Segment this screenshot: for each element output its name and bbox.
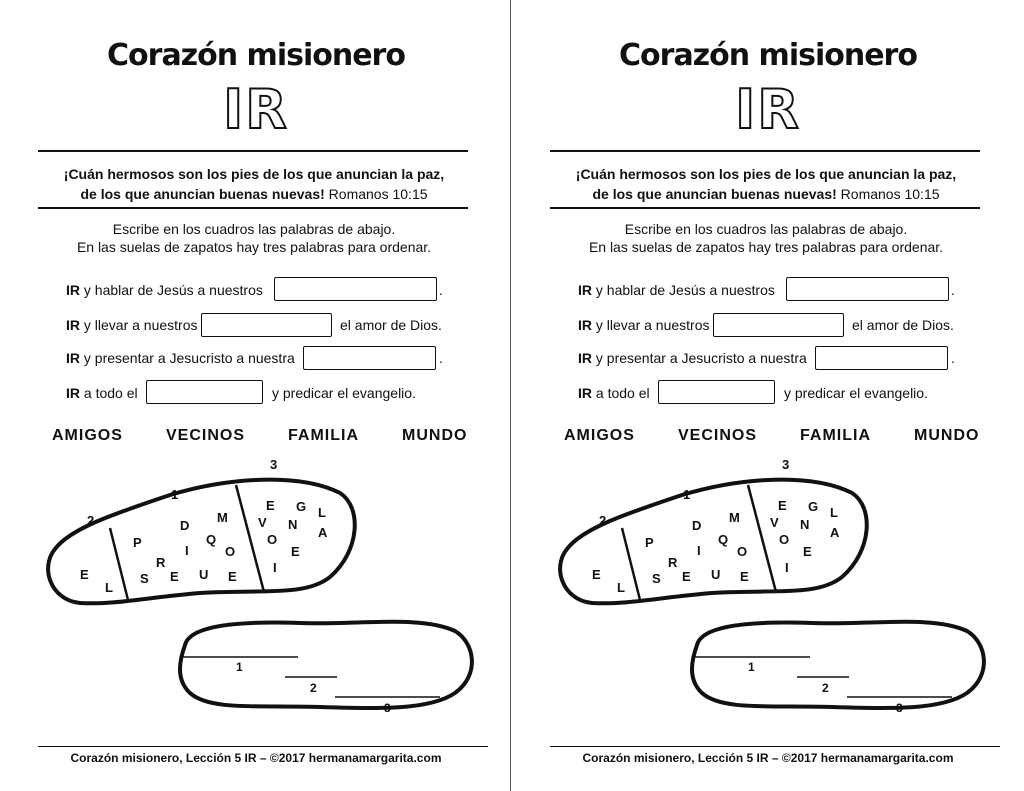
sentence-text: y llevar a nuestros	[595, 317, 710, 333]
sentence-lead: IR	[66, 350, 80, 366]
shoe-letter: L	[617, 580, 625, 595]
shoe-letter: Q	[718, 532, 729, 547]
sentence-lead: IR	[578, 317, 592, 333]
verse-reference: Romanos 10:15	[328, 186, 428, 202]
shoe-letter: G	[296, 499, 307, 514]
middle-rule	[38, 207, 468, 209]
outlined-ir-heading: IR	[735, 78, 801, 141]
shoe-letter: I	[273, 560, 277, 575]
shoe-letter: E	[291, 544, 300, 559]
word-bank-item: MUNDO	[402, 427, 468, 444]
answer-box-2[interactable]	[713, 313, 844, 337]
sentence-4-end: y predicar el evangelio.	[272, 385, 416, 401]
verse-line-1: ¡Cuán hermosos son los pies de los que anuncian la paz,	[575, 166, 957, 182]
sentence-text: a todo el	[83, 385, 138, 401]
answer-number: 2	[822, 681, 829, 695]
shoe-letter: L	[318, 505, 326, 520]
shoe-letter: R	[668, 555, 678, 570]
shoe-letter: E	[778, 498, 787, 513]
shoe-letter: E	[80, 567, 89, 582]
sentence-text: a todo el	[595, 385, 650, 401]
sentence-3-end: .	[439, 350, 443, 366]
sentence-4	[66, 385, 138, 401]
word-bank-item: VECINOS	[678, 427, 758, 444]
shoe-letter: E	[740, 569, 749, 584]
top-shoe-sole	[48, 480, 355, 604]
shoe-letter: E	[266, 498, 275, 513]
shoe-letter: I	[185, 543, 189, 558]
shoe-letter: S	[140, 571, 149, 586]
worksheet-title: Corazón misionero	[107, 38, 405, 73]
worksheet-right	[512, 0, 1024, 791]
sentence-text: y presentar a Jesucristo a nuestra	[595, 350, 807, 366]
sentence-lead: IR	[66, 282, 80, 298]
sentence-3-end: .	[951, 350, 955, 366]
instruction-line-2: En las suelas de zapatos hay tres palabras para ordenar.	[588, 239, 944, 255]
word-bank-item: FAMILIA	[800, 427, 871, 444]
sentence-lead: IR	[66, 317, 80, 333]
top-rule	[550, 150, 980, 152]
answer-box-4[interactable]	[146, 380, 263, 404]
verse-reference: Romanos 10:15	[840, 186, 940, 202]
shoe-letter: P	[133, 535, 142, 550]
verse-line-1: ¡Cuán hermosos son los pies de los que anuncian la paz,	[63, 166, 445, 182]
footer-rule	[550, 746, 1000, 747]
sentence-text: y hablar de Jesús a nuestros	[595, 282, 775, 298]
shoe-soles-illustration	[0, 455, 512, 725]
shoe-letter: A	[318, 525, 328, 540]
sentence-4	[578, 385, 650, 401]
sentence-3	[66, 350, 295, 366]
shoe-divider	[748, 485, 776, 592]
instruction-line-1: Escribe en los cuadros las palabras de abajo.	[624, 221, 908, 237]
sentence-1	[578, 282, 775, 298]
answer-number: 1	[236, 660, 243, 674]
answer-box-2[interactable]	[201, 313, 332, 337]
answer-number: 3	[384, 701, 391, 715]
word-bank-item: AMIGOS	[52, 427, 123, 444]
shoe-number: 3	[782, 457, 790, 472]
bible-verse	[552, 164, 980, 204]
shoe-letter: L	[830, 505, 838, 520]
shoe-letter: S	[652, 571, 661, 586]
shoe-letter: V	[258, 515, 267, 530]
shoe-letter: E	[592, 567, 601, 582]
shoe-number: 1	[683, 487, 691, 502]
bottom-shoe-sole	[692, 622, 984, 708]
shoe-letter: I	[785, 560, 789, 575]
answer-number: 2	[310, 681, 317, 695]
instructions	[552, 220, 980, 256]
answer-box-1[interactable]	[274, 277, 437, 301]
sentence-3	[578, 350, 807, 366]
answer-box-3[interactable]	[303, 346, 436, 370]
footer-credit: Corazón misionero, Lección 5 IR – ©2017 hermanamargarita.com	[70, 751, 442, 765]
sentence-1-end: .	[439, 282, 443, 298]
word-bank-item: VECINOS	[166, 427, 246, 444]
top-shoe-sole	[560, 480, 867, 604]
shoe-divider	[236, 485, 264, 592]
shoe-number: 2	[87, 513, 95, 528]
shoe-letter: R	[156, 555, 166, 570]
shoe-letter: M	[217, 510, 228, 525]
instruction-line-1: Escribe en los cuadros las palabras de abajo.	[112, 221, 396, 237]
sentence-1-end: .	[951, 282, 955, 298]
shoe-letter: P	[645, 535, 654, 550]
sentence-lead: IR	[578, 385, 592, 401]
sentence-2-end: el amor de Dios.	[340, 317, 442, 333]
shoe-letter: N	[800, 517, 810, 532]
instructions	[40, 220, 468, 256]
shoe-letter: U	[711, 567, 721, 582]
answer-box-4[interactable]	[658, 380, 775, 404]
shoe-letter: A	[830, 525, 840, 540]
sentence-2	[66, 317, 198, 333]
word-bank-item: MUNDO	[914, 427, 980, 444]
shoe-number: 3	[270, 457, 278, 472]
shoe-letter: D	[180, 518, 190, 533]
footer-rule	[38, 746, 488, 747]
outlined-ir-heading: IR	[223, 78, 289, 141]
shoe-letter: E	[682, 569, 691, 584]
word-bank-item: AMIGOS	[564, 427, 635, 444]
middle-rule	[550, 207, 980, 209]
verse-line-2-bold: de los que anuncian buenas nuevas!	[80, 186, 325, 202]
footer-credit: Corazón misionero, Lección 5 IR – ©2017 hermanamargarita.com	[582, 751, 954, 765]
sentence-text: y presentar a Jesucristo a nuestra	[83, 350, 295, 366]
sentence-1	[66, 282, 263, 298]
verse-line-2	[552, 184, 980, 204]
bottom-shoe-sole	[180, 622, 472, 708]
shoe-letter: I	[697, 543, 701, 558]
shoe-letter: E	[170, 569, 179, 584]
shoe-letter: Q	[206, 532, 217, 547]
shoe-letter: N	[288, 517, 298, 532]
shoe-letter: V	[770, 515, 779, 530]
sentence-lead: IR	[578, 282, 592, 298]
shoe-letter: M	[729, 510, 740, 525]
shoe-letter: D	[692, 518, 702, 533]
verse-line-2	[40, 184, 468, 204]
answer-number: 3	[896, 701, 903, 715]
bible-verse	[40, 164, 468, 204]
shoe-letter: G	[808, 499, 819, 514]
answer-box-3[interactable]	[815, 346, 948, 370]
sentence-lead: IR	[578, 350, 592, 366]
shoe-letter: L	[105, 580, 113, 595]
top-rule	[38, 150, 468, 152]
sentence-text: y hablar de Jesús a nuestros	[83, 282, 263, 298]
answer-number: 1	[748, 660, 755, 674]
shoe-number: 2	[599, 513, 607, 528]
sentence-lead: IR	[66, 385, 80, 401]
worksheet-title: Corazón misionero	[619, 38, 917, 73]
sentence-text: y llevar a nuestros	[83, 317, 198, 333]
answer-box-1[interactable]	[786, 277, 949, 301]
sentence-2	[578, 317, 710, 333]
shoe-letter: O	[225, 544, 236, 559]
shoe-letter: E	[228, 569, 237, 584]
shoe-letter: O	[779, 532, 790, 547]
shoe-letter: E	[803, 544, 812, 559]
shoe-letter: U	[199, 567, 209, 582]
shoe-soles-illustration	[512, 455, 1024, 725]
sentence-2-end: el amor de Dios.	[852, 317, 954, 333]
shoe-letter: O	[737, 544, 748, 559]
shoe-number: 1	[171, 487, 179, 502]
verse-line-2-bold: de los que anuncian buenas nuevas!	[592, 186, 837, 202]
instruction-line-2: En las suelas de zapatos hay tres palabras para ordenar.	[76, 239, 432, 255]
shoe-letter: O	[267, 532, 278, 547]
word-bank-item: FAMILIA	[288, 427, 359, 444]
sentence-4-end: y predicar el evangelio.	[784, 385, 928, 401]
